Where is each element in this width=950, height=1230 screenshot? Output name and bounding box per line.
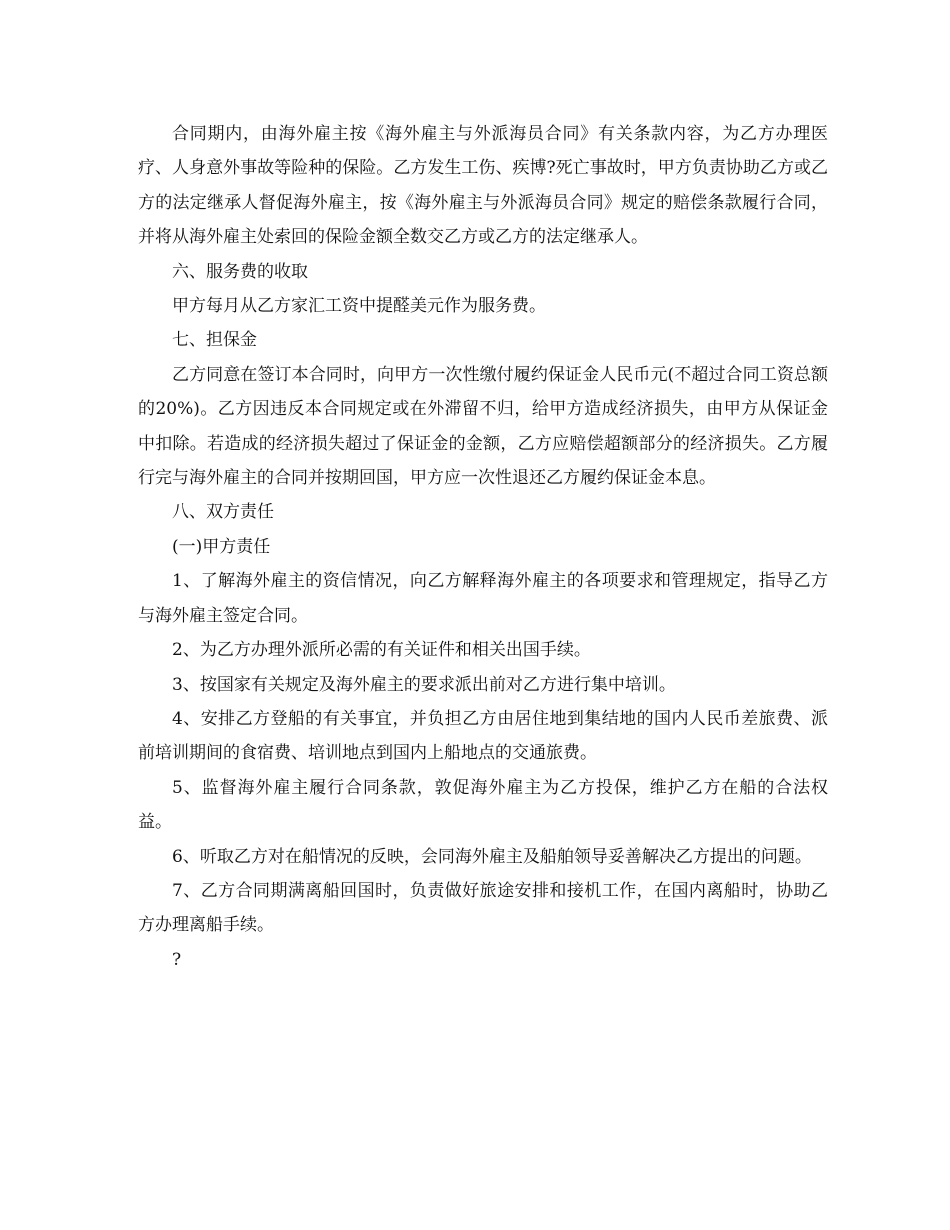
list-item-2: 2、为乙方办理外派所必需的有关证件和相关出国手续。 (172, 640, 591, 661)
document-page (138, 117, 828, 977)
heading-party-a-responsibilities: (一)甲方责任 (172, 536, 271, 557)
list-item-3: 3、按国家有关规定及海外雇主的要求派出前对乙方进行集中培训。 (172, 674, 676, 695)
list-item-5: 5、监督海外雇主履行合同条款，敦促海外雇主为乙方投保，维护乙方在船的合法权益。 (138, 777, 828, 833)
paragraph-deposit: 乙方同意在签订本合同时，向甲方一次性缴付履约保证金人民币元(不超过合同工资总额的20%)。乙方因违反本合同规定或在外滞留不归，给甲方造成经济损失，由甲方从保证金中扣除。若造成的经济损失超过了保证金的金额，乙方应赔偿超额部分的经济损失。乙方履行完与海外雇主的合同并按期回国，甲方应一次性退还乙方履约保证金本息。 (138, 364, 828, 489)
heading-responsibilities: 八、双方责任 (172, 502, 274, 523)
paragraph-service-fee: 甲方每月从乙方家汇工资中提醛美元作为服务费。 (172, 296, 546, 317)
trailing-mark: ? (172, 949, 182, 970)
list-item-4: 4、安排乙方登船的有关事宜，并负担乙方由居住地到集结地的国内人民币差旅费、派前培训期间的食宿费、培训地点到国内上船地点的交通旅费。 (138, 708, 828, 764)
list-item-1: 1、了解海外雇主的资信情况，向乙方解释海外雇主的各项要求和管理规定，指导乙方与海外雇主签定合同。 (138, 571, 828, 626)
list-item-7: 7、乙方合同期满离船回国时，负责做好旅途安排和接机工作，在国内离船时，协助乙方办理离船手续。 (138, 880, 828, 936)
heading-deposit: 七、担保金 (172, 330, 257, 351)
paragraph-insurance: 合同期内，由海外雇主按《海外雇主与外派海员合同》有关条款内容，为乙方办理医疗、人身意外事故等险种的保险。乙方发生工伤、疾博?死亡事故时，甲方负责协助乙方或乙方的法定继承人督促海外雇主，按《海外雇主与外派海员合同》规定的赔偿条款履行合同，并将从海外雇主处索回的保险金额全数交乙方或乙方的法定继承人。 (138, 124, 828, 248)
heading-service-fee: 六、服务费的收取 (172, 261, 308, 282)
list-item-6: 6、听取乙方对在船情况的反映，会同海外雇主及船舶领导妥善解决乙方提出的问题。 (172, 846, 812, 867)
